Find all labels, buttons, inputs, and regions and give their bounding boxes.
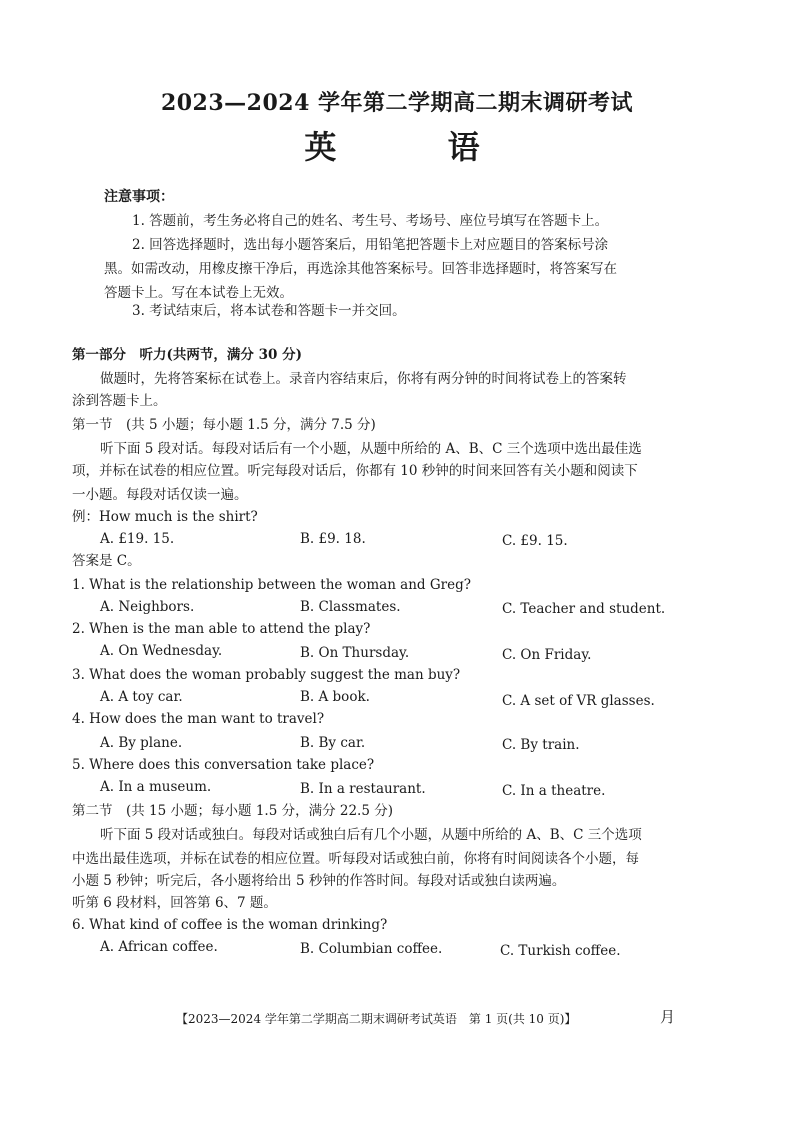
question-3: 3. What does the woman probably suggest the man buy?	[72, 667, 461, 683]
example-question: 例：How much is the shirt?	[72, 509, 258, 525]
part1-intro: 做题时，先将答案标在试卷上。录音内容结束后，你将有两分钟的时间将试卷上的答案转	[100, 371, 627, 387]
section1-instruction: 项，并标在试卷的相应位置。听完每段对话后，你都有 10 秒钟的时间来回答有关小题和阅读下	[72, 463, 638, 479]
notice-line: 答题卡上。写在本试卷上无效。	[104, 285, 293, 301]
q4-option-c: C. By train.	[502, 737, 580, 753]
section2-instruction: 小题 5 秒钟；听完后，各小题将给出 5 秒钟的作答时间。每段对话或独白读两遍。	[72, 873, 566, 889]
q5-option-b: B. In a restaurant.	[300, 781, 426, 797]
question-1: 1. What is the relationship between the woman and Greg?	[72, 577, 471, 593]
q1-option-b: B. Classmates.	[300, 599, 401, 615]
q2-option-b: B. On Thursday.	[300, 645, 410, 661]
example-option-c: C. £9. 15.	[502, 533, 568, 549]
part1-intro: 涂到答题卡上。	[72, 393, 167, 409]
example-option-a: A. £19. 15.	[100, 531, 175, 547]
notice-line: 1. 答题前，考生务必将自己的姓名、考生号、考场号、座位号填写在答题卡上。	[132, 213, 609, 229]
q1-option-a: A. Neighbors.	[100, 599, 195, 615]
q2-option-c: C. On Friday.	[502, 647, 592, 663]
q6-option-a: A. African coffee.	[100, 939, 218, 955]
question-6: 6. What kind of coffee is the woman drinking?	[72, 917, 388, 933]
example-answer: 答案是 C。	[72, 553, 141, 569]
q6-option-c: C. Turkish coffee.	[500, 943, 621, 959]
q5-option-c: C. In a theatre.	[502, 783, 606, 799]
notice-line: 2. 回答选择题时，选出每小题答案后，用铅笔把答题卡上对应题目的答案标号涂	[132, 237, 609, 253]
q3-option-b: B. A book.	[300, 689, 370, 705]
exam-title: 2023—2024 学年第二学期高二期末调研考试	[160, 90, 634, 116]
q4-option-a: A. By plane.	[100, 735, 183, 751]
question-4: 4. How does the man want to travel?	[72, 711, 325, 727]
section1-instruction: 听下面 5 段对话。每段对话后有一个小题，从题中所给的 A、B、C 三个选项中选出最佳选	[100, 441, 642, 457]
question-2: 2. When is the man able to attend the play?	[72, 621, 371, 637]
section2-instruction: 听下面 5 段对话或独白。每段对话或独白后有几个小题，从题中所给的 A、B、C 三个选项	[100, 827, 642, 843]
q5-option-a: A. In a museum.	[100, 779, 212, 795]
section1-heading: 第一节 (共 5 小题；每小题 1.5 分，满分 7.5 分)	[72, 417, 376, 433]
q4-option-b: B. By car.	[300, 735, 366, 751]
q3-option-a: A. A toy car.	[100, 689, 183, 705]
subject-title: 英 语	[304, 128, 530, 166]
q1-option-c: C. Teacher and student.	[502, 601, 666, 617]
section2-heading: 第二节 (共 15 小题；每小题 1.5 分，满分 22.5 分)	[72, 803, 393, 819]
corner-mark: 月	[660, 1008, 676, 1026]
q2-option-a: A. On Wednesday.	[100, 643, 223, 659]
section1-instruction: 一小题。每段对话仅读一遍。	[72, 487, 248, 503]
q6-option-b: B. Columbian coffee.	[300, 941, 443, 957]
notice-line: 3. 考试结束后，将本试卷和答题卡一并交回。	[132, 303, 406, 319]
q3-option-c: C. A set of VR glasses.	[502, 693, 655, 709]
notice-heading: 注意事项：	[104, 189, 174, 205]
notice-line: 黑。如需改动，用橡皮擦干净后，再选涂其他答案标号。回答非选择题时，将答案写在	[104, 261, 617, 277]
question-5: 5. Where does this conversation take place?	[72, 757, 375, 773]
section2-material: 听第 6 段材料，回答第 6、7 题。	[72, 895, 277, 911]
part1-heading: 第一部分 听力(共两节，满分 30 分)	[72, 347, 302, 363]
page-footer: 【2023—2024 学年第二学期高二期末调研考试英语 第 1 页(共 10 页)】	[176, 1012, 577, 1026]
section2-instruction: 中选出最佳选项，并标在试卷的相应位置。听每段对话或独白前，你将有时间阅读各个小题，每	[72, 851, 639, 867]
example-option-b: B. £9. 18.	[300, 531, 366, 547]
